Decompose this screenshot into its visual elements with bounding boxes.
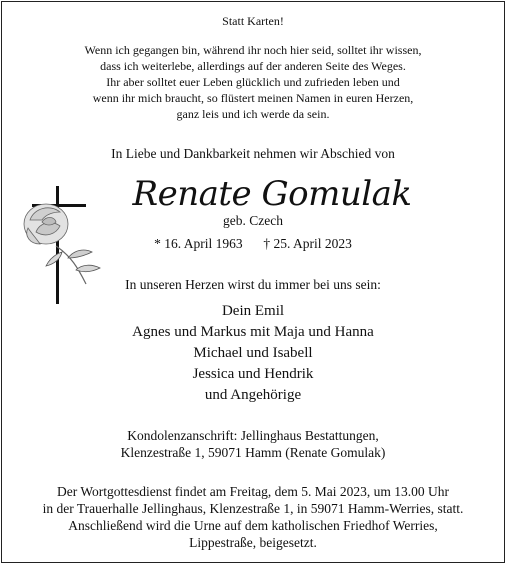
service-info: in der Trauerhalle Jellinghaus, Klenzestraße 1, in 59071 Hamm-Werries, statt. (42, 501, 464, 516)
service-info: Der Wortgottesdienst findet am Freitag, dem 5. Mai 2023, um 13.00 Uhr (57, 484, 449, 499)
maiden-name: geb. Czech (223, 213, 283, 228)
condolence-address: Kondolenzanschrift: Jellinghaus Bestattungen, (127, 428, 379, 443)
birth-date: * 16. April 1963 (154, 236, 243, 251)
deceased-name: Renate Gomulak (132, 174, 412, 214)
family-member: Agnes und Markus mit Maja und Hanna (132, 324, 374, 340)
service-info: Lippestraße, beigesetzt. (189, 535, 317, 550)
service-info: Anschließend wird die Urne auf dem katholischen Friedhof Werries, (68, 518, 438, 533)
family-member: Michael und Isabell (193, 345, 313, 361)
family-member: Dein Emil (221, 303, 285, 319)
death-date: † 25. April 2023 (263, 236, 352, 251)
poem-line: Wenn ich gegangen bin, während ihr noch hier seid, solltet ihr wissen, (84, 43, 422, 57)
family-member: Jessica und Hendrik (192, 366, 314, 382)
condolence-address: Klenzestraße 1, 59071 Hamm (Renate Gomulak) (120, 445, 386, 460)
family-member: und Angehörige (204, 387, 302, 403)
obituary-card (1, 1, 505, 563)
poem-line: Ihr aber solltet euer Leben glücklich und zufrieden leben und (106, 75, 400, 89)
poem-line: wenn ihr mich braucht, so flüstert meinen Namen in euren Herzen, (92, 91, 414, 105)
statt-karten: Statt Karten! (222, 14, 284, 28)
poem-line: ganz leis und ich werde da sein. (176, 107, 330, 121)
poem-line: dass ich weiterlebe, allerdings auf der anderen Seite des Weges. (100, 59, 406, 73)
intro-text: In Liebe und Dankbarkeit nehmen wir Abschied von (111, 146, 395, 161)
life-dates (2, 236, 504, 252)
memory-line: In unseren Herzen wirst du immer bei uns sein: (125, 277, 381, 292)
